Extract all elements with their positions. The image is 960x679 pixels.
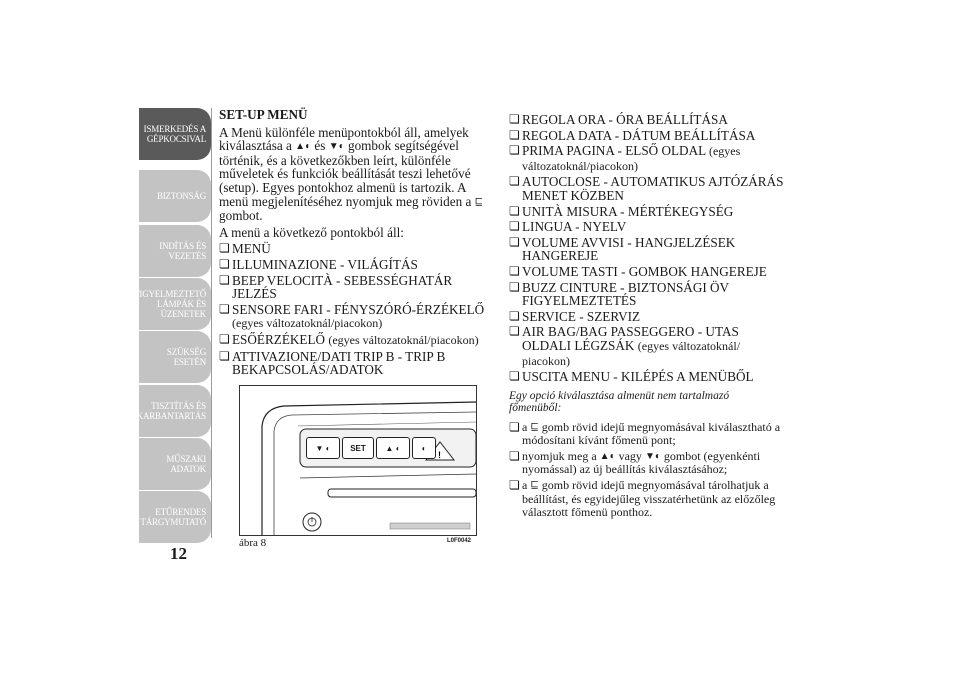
dashboard-figure <box>239 385 477 536</box>
tab-figyelmezteto[interactable]: FIGYELMEZTETŐ LÁMPÁK ÉS ÜZENETEK <box>139 278 211 330</box>
column-left <box>219 108 494 379</box>
list-item: ❏ SENSORE FARI - FÉNYSZÓRÓ-ÉRZÉKELŐ (egyes változatoknál/piacokon) <box>219 303 494 331</box>
list-item: ❏ USCITA MENU - KILÉPÉS A MENÜBŐL <box>509 370 784 384</box>
tab-ismerkedes[interactable]: ISMERKEDÉS A GÉPKOCSIVAL <box>139 108 211 160</box>
list-item: ❏ SERVICE - SZERVIZ <box>509 310 784 324</box>
tab-targymutato[interactable]: ETŰRENDES TÁRGYMUTATÓ <box>139 491 211 543</box>
list-item: ❏ PRIMA PAGINA - ELSŐ OLDAL (egyes változatoknál/piacokon) <box>509 144 784 173</box>
display-icon: ◐ <box>305 141 312 153</box>
fog-light-button[interactable]: ◐ <box>412 437 436 459</box>
set-icon: ⊑ <box>530 421 539 433</box>
intro-paragraph: A Menü különféle menüpontokból áll, amelyek kiválasztása a ▲◐ és ▼◐ gombok segítségével történik, és a következőkben leírt, különféle műveletek és funkciók beállítását teszi lehetővé (setup). Egyes pontokhoz almenü is tartozik. A menü megjelenítéséhez nyomjuk meg röviden a ⊑ gombot. <box>219 124 484 224</box>
list-item: ❏ BUZZ CINTURE - BIZTONSÁGI ÖV FIGYELMEZTETÉS <box>509 281 784 308</box>
column-right <box>509 113 784 522</box>
up-display-button[interactable]: ▲ ◐ <box>376 437 410 459</box>
tab-inditas[interactable]: INDÍTÁS ÉS VEZETÉS <box>139 225 211 277</box>
step-item: ❏ a ⊑ gomb rövid idejű megnyomásával kiválasztható a módosítani kívánt főmenü pont; <box>509 421 784 448</box>
section-heading: SET-UP MENÜ <box>219 107 308 122</box>
tab-szukseg[interactable]: SZÜKSÉG ESETÉN <box>139 331 211 383</box>
list-item: ❏ ESŐÉRZÉKELŐ (egyes változatoknál/piacokon) <box>219 333 494 348</box>
list-item: ❏ VOLUME AVVISI - HANGJELZÉSEK HANGEREJE <box>509 236 784 263</box>
display-icon: ◐ <box>609 450 616 462</box>
svg-text:!: ! <box>438 450 441 460</box>
display-icon: ◐ <box>654 450 661 462</box>
tab-biztonsag[interactable]: BIZTONSÁG <box>139 170 211 222</box>
down-arrow-icon: ▼ <box>644 450 655 462</box>
set-icon: ⊑ <box>530 480 539 492</box>
figure-caption: ábra 8 <box>239 537 267 549</box>
list-item: ❏ LINGUA - NYELV <box>509 220 784 234</box>
list-item: ❏ VOLUME TASTI - GOMBOK HANGEREJE <box>509 265 784 279</box>
list-item: ❏ ATTIVAZIONE/DATI TRIP B - TRIP B BEKAPCSOLÁS/ADATOK <box>219 350 494 377</box>
tab-muszaki[interactable]: MŰSZAKI ADATOK <box>139 438 211 490</box>
sidebar-divider <box>211 108 212 538</box>
list-item: ❏ AUTOCLOSE - AUTOMATIKUS AJTÓZÁRÁS MENET KÖZBEN <box>509 175 784 202</box>
page-number: 12 <box>170 544 187 563</box>
down-arrow-icon: ▼ <box>328 141 339 153</box>
step-item: ❏ a ⊑ gomb rövid idejű megnyomásával tárolhatjuk a beállítást, és egyidejűleg visszatérhetünk az előzőleg választott főmenü ponthoz. <box>509 479 784 520</box>
list-item: ❏ AIR BAG/BAG PASSEGGERO - UTAS OLDALI LÉGZSÁK (egyes változatoknál/ piacokon) <box>509 325 784 368</box>
list-item: ❏ MENÜ <box>219 242 494 256</box>
tab-tisztitas[interactable]: TISZTÍTÁS ÉS KARBANTARTÁS <box>139 385 211 437</box>
up-arrow-icon: ▲ <box>599 450 610 462</box>
italic-note: Egy opció kiválasztása almenüt nem tartalmazó főmenüből: <box>509 389 730 415</box>
list-intro: A menü a következő pontokból áll: <box>219 224 404 240</box>
up-arrow-icon: ▲ <box>295 141 306 153</box>
dashboard-illustration <box>240 386 476 535</box>
list-item: ❏ BEEP VELOCITÀ - SEBESSÉGHATÁR JELZÉS <box>219 274 494 301</box>
display-icon: ◐ <box>338 141 345 153</box>
list-item: ❏ UNITÀ MISURA - MÉRTÉKEGYSÉG <box>509 205 784 219</box>
list-item: ❏ REGOLA DATA - DÁTUM BEÁLLÍTÁSA <box>509 129 784 143</box>
list-item: ❏ ILLUMINAZIONE - VILÁGÍTÁS <box>219 258 494 272</box>
set-icon: ⊑ <box>474 196 484 208</box>
figure-code: L0F0042 <box>447 538 472 544</box>
set-button[interactable]: SET <box>342 437 374 459</box>
down-display-button[interactable]: ▼ ◐ <box>306 437 340 459</box>
step-item: ❏ nyomjuk meg a ▲◐ vagy ▼◐ gombot (egyenkénti nyomással) az új beállítás kiválasztásához; <box>509 450 784 477</box>
list-item: ❏ REGOLA ORA - ÓRA BEÁLLÍTÁSA <box>509 113 784 127</box>
